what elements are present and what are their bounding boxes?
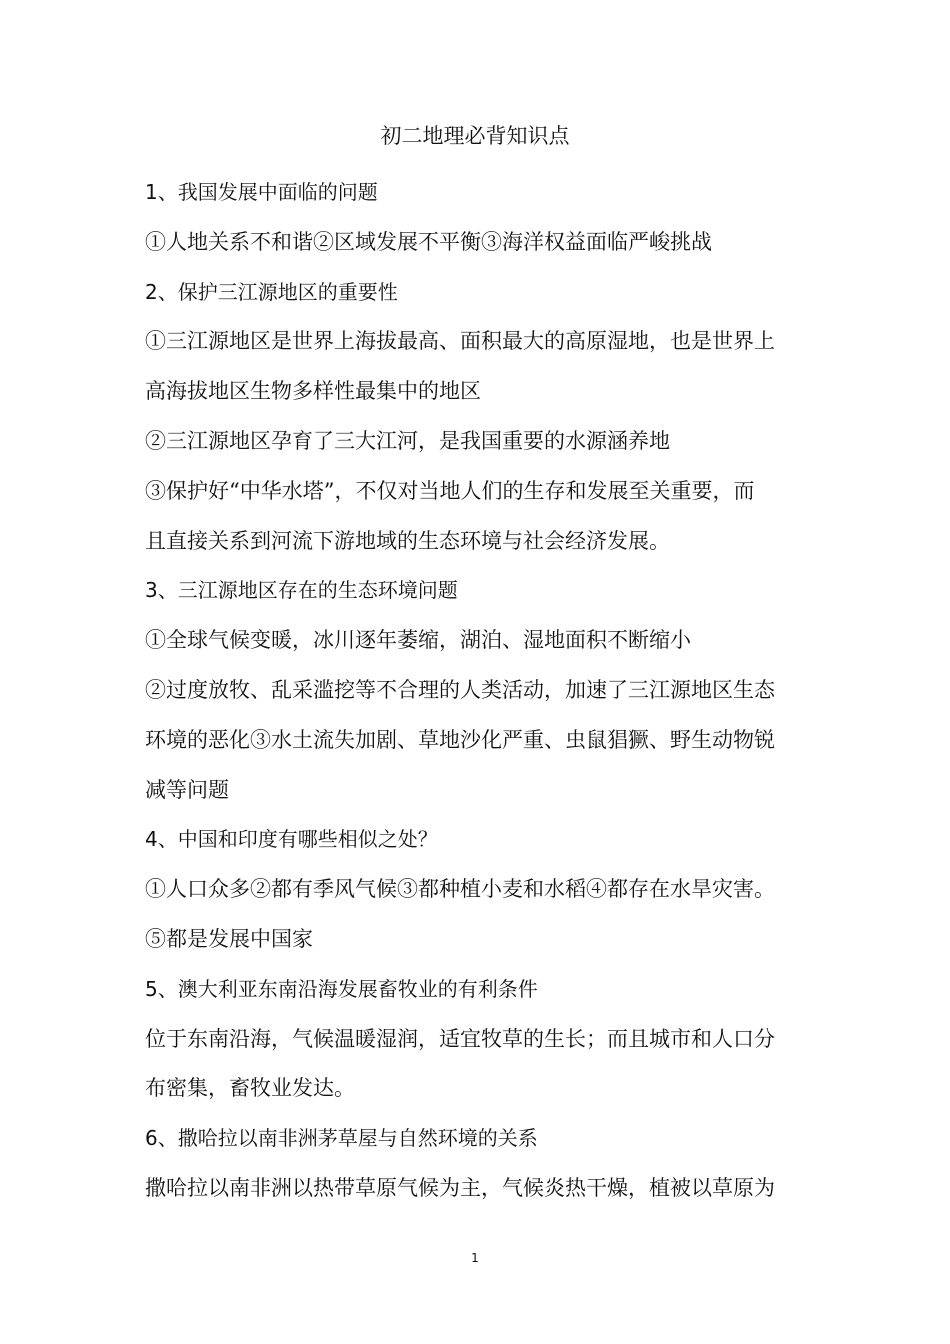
section-heading-4: 4、中国和印度有哪些相似之处？ (145, 827, 438, 852)
paragraph-line: ②三江源地区孕育了三大江河，是我国重要的水源涵养地 (145, 428, 670, 453)
paragraph-line: ②过度放牧、乱采滥挖等不合理的人类活动，加速了三江源地区生态 (145, 677, 775, 702)
paragraph-line: ①人口众多②都有季风气候③都种植小麦和水稻④都存在水旱灾害。 (145, 877, 775, 902)
document-body (145, 168, 810, 1214)
paragraph-line: 位于东南沿海，气候温暖湿润，适宜牧草的生长；而且城市和人口分 (145, 1026, 775, 1051)
section-heading-2: 2、保护三江源地区的重要性 (145, 279, 398, 304)
paragraph-line: ⑤都是发展中国家 (145, 926, 313, 951)
paragraph-line: 高海拔地区生物多样性最集中的地区 (145, 379, 481, 404)
page-number: 1 (471, 1251, 479, 1265)
paragraph-line: ①全球气候变暖，冰川逐年萎缩，湖泊、湿地面积不断缩小 (145, 628, 691, 653)
paragraph-line: ①人地关系不和谐②区域发展不平衡③海洋权益面临严峻挑战 (145, 229, 712, 254)
paragraph-line: ①三江源地区是世界上海拔最高、面积最大的高原湿地，也是世界上 (145, 329, 775, 354)
section-heading-3: 3、三江源地区存在的生态环境问题 (145, 578, 458, 603)
paragraph-line: 布密集，畜牧业发达。 (145, 1076, 355, 1101)
section-heading-1: 1、我国发展中面临的问题 (145, 180, 378, 204)
paragraph-line: 减等问题 (145, 777, 229, 802)
paragraph-line: 环境的恶化③水土流失加剧、草地沙化严重、虫鼠猖獗、野生动物锐 (145, 727, 775, 752)
section-heading-5: 5、澳大利亚东南沿海发展畜牧业的有利条件 (145, 976, 538, 1001)
section-heading-6: 6、撒哈拉以南非洲茅草屋与自然环境的关系 (145, 1126, 538, 1151)
paragraph-line: 且直接关系到河流下游地域的生态环境与社会经济发展。 (145, 528, 670, 553)
document-title: 初二地理必背知识点 (380, 124, 570, 148)
paragraph-line: ③保护好“中华水塔”，不仅对当地人们的生存和发展至关重要，而 (145, 478, 755, 503)
paragraph-line: 撒哈拉以南非洲以热带草原气候为主，气候炎热干燥，植被以草原为 (145, 1175, 775, 1200)
